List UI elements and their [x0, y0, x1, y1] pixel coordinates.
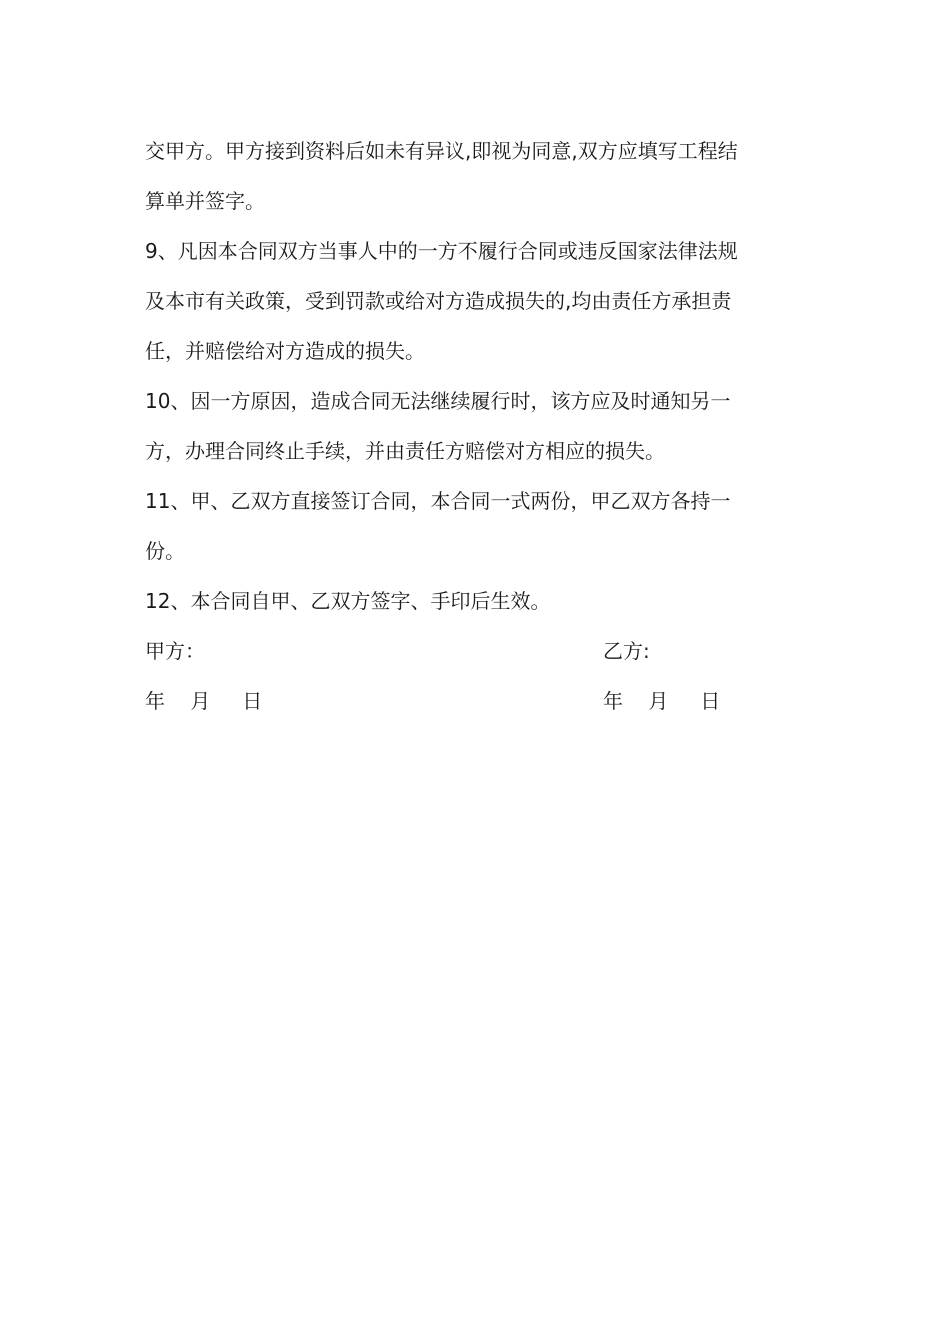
- party-a-label: 甲方：: [145, 639, 205, 663]
- party-b-label: 乙方:: [603, 639, 650, 663]
- party-b-date: 年 月 日: [603, 689, 721, 713]
- clause-9-line-2: 及本市有关政策，受到罚款或给对方造成损失的,均由责任方承担责: [145, 289, 732, 313]
- clause-10-line-1: 10、因一方原因，造成合同无法继续履行时，该方应及时通知另一: [145, 389, 731, 413]
- clause-9-line-1: 9、凡因本合同双方当事人中的一方不履行合同或违反国家法律法规: [145, 239, 738, 263]
- text-line-1: 交甲方。甲方接到资料后如未有异议,即视为同意,双方应填写工程结: [145, 139, 738, 163]
- signature-row: [145, 626, 810, 676]
- clause-11-line-1: 11、甲、乙双方直接签订合同，本合同一式两份，甲乙双方各持一: [145, 489, 731, 513]
- date-row: [145, 676, 810, 726]
- clause-9-line-3: 任，并赔偿给对方造成的损失。: [145, 339, 425, 363]
- party-a-date: 年 月 日: [145, 689, 263, 713]
- clause-11-line-2: 份。: [145, 539, 185, 563]
- contract-body: [145, 126, 810, 626]
- clause-12-line-1: 12、本合同自甲、乙双方签字、手印后生效。: [145, 589, 551, 613]
- clause-10-line-2: 方，办理合同终止手续，并由责任方赔偿对方相应的损失。: [145, 439, 665, 463]
- text-line-2: 算单并签字。: [145, 189, 265, 213]
